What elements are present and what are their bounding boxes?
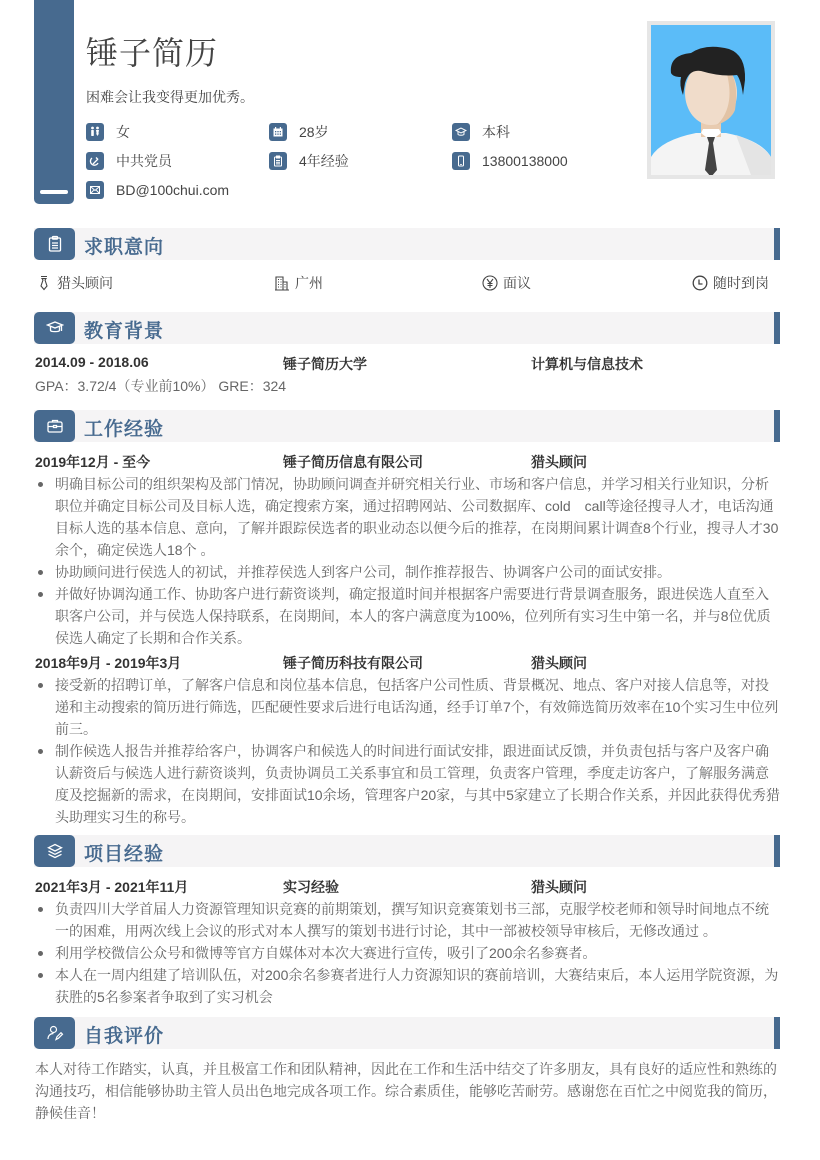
project-name: 实习经验 (283, 879, 339, 895)
intent-value: 面议 (503, 275, 531, 291)
info-email (86, 180, 229, 200)
avatar-illustration (651, 25, 771, 175)
list-item: 负责四川大学首届人力资源管理知识竞赛的前期策划，撰写知识竞赛策划书三部，克服学校老师和领导时间地点不统一的困难，用两次线上会议的形式对本人撰写的策划书进行讨论，其中一部被校领导审核后，无修改通过 。 (35, 898, 780, 942)
work-company: 锤子简历科技有限公司 (283, 655, 423, 671)
section-title: 工作经验 (84, 419, 165, 440)
list-item: 并做好协调沟通工作、协助客户进行薪资谈判，确定报道时间并根据客户需要进行背景调查服务，跟进侯选人直至入职客户公司，并与侯选人保持联系，在岗期间，本人的客户满意度为100%，位列所有实习生中第一名，并与8位优质侯选人确定了长期和合作关系。 (35, 583, 780, 649)
info-age (269, 122, 329, 142)
info-value: 本科 (482, 124, 510, 140)
work-role: 猎头顾问 (531, 454, 587, 470)
list-item: 明确目标公司的组织架构及部门情况，协助顾问调查并研究相关行业、市场和客户信息，并学习相关行业知识，分析职位并确定目标公司及目标人选，确定搜索方案，通过招聘网站、公司数据库、cold call等途径搜寻人才，电话沟通目标人选的基本信息、意向，了解并跟踪侯选者的职业动态以便今后的推荐，在岗期间累计调查8个行业，搜寻人才30余个，确定侯选人18个 。 (35, 473, 780, 561)
resume-motto: 困难会让我变得更加优秀。 (86, 89, 254, 105)
work-role: 猎头顾问 (531, 655, 587, 671)
resume-name: 锤子简历 (86, 35, 219, 71)
accent-line (40, 190, 68, 194)
intent-availability (692, 273, 769, 293)
building-icon (274, 275, 290, 291)
clipboard-icon (269, 152, 287, 170)
list-item: 制作候选人报告并推荐给客户，协调客户和候选人的时间进行面试安排，跟进面试反馈，并负责包括与客户及客户确认薪资后与候选人进行薪资谈判，负责协调员工关系事宜和员工管理，负责客户管理，季度走访客户，了解服务满意度及挖掘新的需求，在岗期间，安排面试10余场，管理客户20家，与其中5家建立了长期合作关系，并因此获得优秀猎头助理实习生的称号。 (35, 740, 780, 828)
project-period: 2021年3月 - 2021年11月 (35, 879, 189, 895)
section-right-bar (774, 835, 780, 867)
section-header-intent (34, 228, 780, 260)
project-bullets (35, 898, 780, 1008)
briefcase-icon (34, 410, 75, 442)
list-item: 接受新的招聘订单，了解客户信息和岗位基本信息，包括客户公司性质、背景概况、地点、客户对接人信息等，对投递和主动搜索的简历进行筛选，匹配硬性要求后进行电话沟通，经手订单7个，有效筛选简历效率在10个实习生中位列前三。 (35, 674, 780, 740)
list-item: 本人在一周内组建了培训队伍，对200余名参赛者进行人力资源知识的赛前培训，大赛结束后，本人运用学院资源，为获胜的5名参案者争取到了实习机会 (35, 964, 780, 1008)
info-value: 28岁 (299, 124, 329, 140)
section-title: 求职意向 (84, 237, 165, 258)
info-value: 女 (116, 124, 130, 140)
clock-icon (692, 275, 708, 291)
work-period: 2019年12月 - 至今 (35, 454, 151, 470)
intent-position (36, 273, 113, 293)
section-right-bar (774, 228, 780, 260)
user-edit-icon (34, 1017, 75, 1049)
section-title: 教育背景 (84, 321, 165, 342)
info-phone (452, 151, 568, 171)
project-entry-header (35, 877, 780, 897)
info-value: 4年经验 (299, 153, 349, 169)
work-entry-header (35, 452, 780, 472)
project-role: 猎头顾问 (531, 879, 587, 895)
section-title: 项目经验 (84, 844, 165, 865)
edu-major: 计算机与信息技术 (531, 356, 643, 372)
layers-icon (34, 835, 75, 867)
edu-period: 2014.09 - 2018.06 (35, 354, 149, 370)
info-party (86, 151, 172, 171)
education-entry-header (35, 354, 780, 374)
intent-value: 随时到岗 (713, 275, 769, 291)
gender-icon (86, 123, 104, 141)
info-value: 13800138000 (482, 153, 568, 169)
section-right-bar (774, 1017, 780, 1049)
self-evaluation-text: 本人对待工作踏实，认真，并且极富工作和团队精神，因此在工作和生活中结交了许多朋友，具有良好的适应性和熟练的沟通技巧，相信能够协助主管人员出色地完成各项工作。综合素质佳，能够吃苦耐劳。感谢您在百忙之中阅览我的简历，静候佳音！ (35, 1061, 777, 1121)
edu-school: 锤子简历大学 (283, 356, 367, 372)
info-value: 中共党员 (116, 153, 172, 169)
graduation-cap-icon (34, 312, 75, 344)
info-degree (452, 122, 510, 142)
intent-salary (482, 273, 531, 293)
intent-value: 广州 (295, 275, 323, 291)
clipboard-icon (34, 228, 75, 260)
section-header-self (34, 1017, 780, 1049)
work-bullets (35, 473, 780, 649)
section-header-education (34, 312, 780, 344)
calendar-icon (269, 123, 287, 141)
info-gender (86, 122, 130, 142)
mobile-phone-icon (452, 152, 470, 170)
list-item: 利用学校微信公众号和微博等官方自媒体对本次大赛进行宣传，吸引了200余名参赛者。 (35, 942, 780, 964)
yen-icon (482, 275, 498, 291)
work-entry-header (35, 653, 780, 673)
mail-icon (86, 181, 104, 199)
party-emblem-icon (86, 152, 104, 170)
list-item: 协助顾问进行侯选人的初试，并推荐侯选人到客户公司，制作推荐报告、协调客户公司的面试安排。 (35, 561, 780, 583)
info-value[interactable]: BD@100chui.com (116, 182, 230, 198)
work-bullets (35, 674, 780, 828)
graduation-cap-icon (452, 123, 470, 141)
work-company: 锤子简历信息有限公司 (283, 454, 423, 470)
section-right-bar (774, 312, 780, 344)
work-period: 2018年9月 - 2019年3月 (35, 655, 182, 671)
section-header-work (34, 410, 780, 442)
tie-icon (36, 275, 52, 291)
section-header-project (34, 835, 780, 867)
intent-city (274, 273, 323, 293)
edu-detail: GPA：3.72/4（专业前10%） GRE：324 (35, 378, 287, 394)
intent-value: 猎头顾问 (57, 275, 113, 291)
avatar-photo (647, 21, 775, 179)
header-accent-bar (34, 0, 74, 204)
section-right-bar (774, 410, 780, 442)
info-experience (269, 151, 349, 171)
section-title: 自我评价 (84, 1026, 165, 1047)
